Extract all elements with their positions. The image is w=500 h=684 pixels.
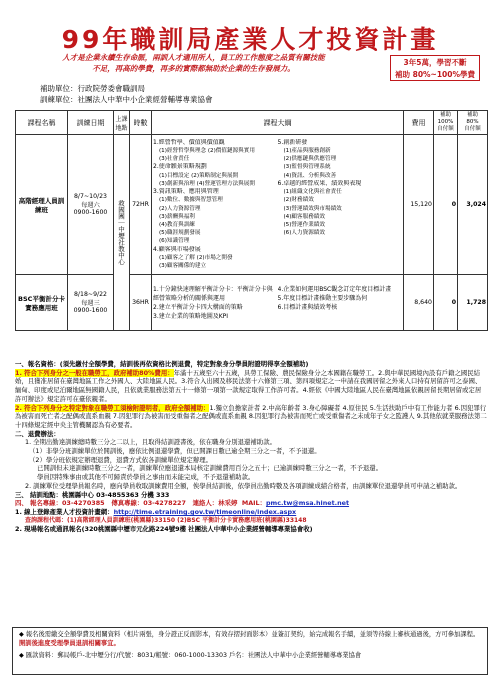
header-course: 課程名稱 [16, 111, 68, 135]
training-location: 三、 結訓地點：桃園縣中心 03-4855363 分機 333 [15, 490, 170, 499]
header-sub80: 補助 80% 自付額 [458, 111, 488, 135]
course-hours: 36HR [130, 275, 152, 331]
outline-item: (1)目標設定 (2)策略制定與展開 [159, 172, 239, 179]
table-row [16, 275, 488, 331]
refund-title: 二、退費辦法： [15, 429, 60, 438]
refund-line: 學員因特殊事由或其他不可歸責於學員之事由而未能完成，不予退還補助款。 [37, 473, 255, 482]
header-outline: 課程大綱 [152, 111, 404, 135]
outline-item: (1)經營哲學與理念 (2)價值鏈源與實用 [159, 148, 255, 155]
outline-item: (3)營運績效與市場績效 [283, 205, 342, 212]
table-row [16, 135, 488, 275]
footer-line-2: ◆ 匯款資料：郵局帳戶-北中壢分行/代號：8031/帳號：060-1000-13303 戶名：社團法人中華中小企業經營輔導專業協會 [19, 652, 362, 659]
course-name: BSC平衡計分卡實務應用班 [16, 275, 68, 331]
signup-online: 1. 線上登錄產業人才投資計畫網：http://time.etraining.gov.tw/timeonline/index.aspx [15, 507, 297, 516]
header-sub100: 補助 100% 自付額 [434, 111, 458, 135]
outline-item: (1)顧客之了解 (2)市場之開發 [159, 254, 233, 261]
outline-item: 5.年度目標計畫推動主要步驟為何 [277, 294, 368, 302]
outline-item: 5.創新研發 [277, 138, 308, 146]
outline-item: (4)資訊、分析與改善 [283, 172, 337, 179]
outline-item: (3)監督與管理系統 [283, 164, 331, 171]
table-header-row [16, 111, 488, 135]
outline-item: (4)教育與訓練 [159, 221, 195, 228]
outline-item: 3.建立企業的策略地圖及KPI [153, 312, 229, 320]
sponsor-line: 補助單位：行政院勞委會職訓局 [40, 84, 145, 93]
outline-item: 1.經營哲學、價值與價值觀 [153, 138, 225, 146]
eligibility-title: 一、報名資格：(須先繳付全額學費，結訓後再依資格比例退費，特定對象身分學員附證明得享全額補助) [15, 360, 309, 368]
course-fee: 15,120 [404, 135, 434, 275]
subsidy-badge: 3年5萬，學習不斷 補助 80%~100%學費 [390, 55, 480, 81]
outline-item: (1)產品與服務創新 [283, 148, 331, 155]
course-sub100: 0 [434, 135, 458, 275]
course-table [15, 110, 488, 331]
course-outline [152, 135, 404, 275]
refund-line: （2）學分班依規定辦理退費，退費方式依各訓練單位規定辦理。 [29, 455, 213, 464]
course-codes: 查詢課程代碼：(1)高階經理人員訓練班(桃園縣)33150 (2)BSC 平衡計分卡實務應用班(桃園縣)33148 [25, 516, 307, 524]
course-hours: 72HR [130, 135, 152, 275]
header-location: 上課地點 [114, 111, 130, 135]
header-dates: 訓練日期 [68, 111, 114, 135]
contact-line: 四、 報名專線：03-4270385 傳真專線：03-4278227 連絡人：林采婷 MAIL：pmc.tw@msa.hinet.net [15, 499, 350, 508]
outline-item: 3.資訊策略、應用與管理 [153, 188, 219, 196]
outline-item: (6)知識管理 [159, 238, 190, 245]
course-sub100: 0 [434, 275, 458, 331]
outline-item: (5)職涯規劃發展 [159, 230, 201, 237]
outline-item: 6.卓越的經營成果、績效與表現 [277, 179, 362, 187]
course-name: 高階經理人員訓練班 [16, 135, 68, 275]
outline-item: (4)顧客服務績效 [283, 213, 325, 220]
course-dates: 8/18~9/22 每週三 0900-1600 [68, 275, 114, 331]
course-dates: 8/7~10/23 每週六 0900-1600 [68, 135, 114, 275]
outline-item: (2)人力資源管理 [159, 205, 201, 212]
outline-item: (3)顧客關係的建立 [159, 262, 207, 269]
course-sub80: 3,024 [458, 135, 488, 275]
outline-item: (3)創新與治理 (4)營運管理方法與展開 [159, 180, 255, 187]
signup-onsite: 2. 現場報名或通訊報名(320桃園縣中壢市元化路224號9樓 社團法人中華中小企業經營輔導專業協會收) [15, 525, 313, 534]
outline-item: (2)供應鏈與供應管理 [283, 156, 337, 163]
outline-item: (6)人力資源績效 [283, 230, 325, 237]
header-hours: 時數 [130, 111, 152, 135]
outline-item: 2.建立平衡計分卡四大構面的策略 [153, 303, 243, 311]
refund-line: 已開訓但未達訓練時數三分之一者，訓練單位應退還本局核定訓練費用百分之五十；已逾訓練時數三分之一者，不予退還。 [37, 464, 383, 473]
notes-section [15, 360, 487, 534]
outline-item: 6.目標計畫與績效考核 [277, 303, 338, 311]
outline-item: 4.企業如何運用BSC觀念訂定年度目標計畫 [277, 285, 392, 293]
page-title: 99年職訓局產業人才投資計畫 [61, 25, 439, 54]
outline-item: 4.顧客與市場發展 [153, 245, 201, 253]
eligibility-item-2: 2. 符合下列身分之特定對象在職勞工須檢附證明者，政府全額補助：1.獨立負擔家計者 2.中高年齡者 3.身心障礙者 4.原住民 5.生活扶助戶中有工作能力者 6.因犯罪行為被害而死亡者之配偶或直系血親 7.因犯罪行為被害而受重傷者之配偶或直系血親 8.因犯罪行為被害而死亡或受重傷者之未成年子女之監護人 9.其他依就業服務法第二十四條規定經中央主管機關認為有必要者。 [15, 403, 487, 429]
course-location: 救國團｜中壢社教中心 [114, 135, 130, 331]
email-link[interactable]: pmc.tw@msa.hinet.net [265, 499, 350, 508]
refund-line: （1）非學分班訓練單位於開訓後，應依比例退還學費，但已開課日數已逾全期三分之一者，不予退還。 [29, 447, 321, 456]
outline-item: 2.使命願景策略規劃 [153, 163, 207, 171]
header-fee: 費用 [404, 111, 434, 135]
footer-notice [12, 627, 488, 675]
footer-line-1: ◆ 報名後需繳交全額學費及相關資料（相片兩張，身分證正反面影本，有效存摺封面影本）並簽訂契約，始完成報名手續，並須等待線上審核通過後，方可參加課程。開訓後進度受理學員退訓相關事宜。 [19, 631, 480, 647]
organizer-line: 訓練單位：社團法人中華中小企業經營輔導專業協會 [40, 95, 213, 104]
outline-item: (1)數位、數據與智慧管理 [159, 197, 223, 204]
signup-url-link[interactable]: http://time.etraining.gov.tw/timeonline/index.aspx [113, 507, 297, 516]
outline-item: (3)薪酬與福利 [159, 213, 195, 220]
outline-item: 1.十分鐘快速理解平衡計分卡：平衡計分卡與經營策略分析的關係與運用 [153, 285, 273, 302]
outline-item: (5)營運作業績效 [283, 221, 325, 228]
outline-item: (2)財務績效 [283, 197, 314, 204]
course-fee: 8,640 [404, 275, 434, 331]
course-outline [152, 275, 404, 331]
outline-item: (1)組織文化與社會責任 [283, 189, 342, 196]
refund-line: 2. 訓練單位受理學員報名時，應向學員收取訓練費用全額，俟學員結訓後，依學員出勤時數及各項訓練成績合格者，由訓練單位退還學員可申請之補助款。 [25, 481, 462, 490]
course-sub80: 1,728 [458, 275, 488, 331]
eligibility-item-1: 1. 符合下列身分之一般在職勞工，政府補助80%費用：年滿十五歲至六十五歲，具勞工保險、農民保險身分之本國籍在職勞工。2.與中華民國境內設有戶籍之國民結婚，且獲准居留在臺灣地區工作之外國人、大陸地區人民。3.符合入出國及移民法第十六條第三項、第四項規定之一申請在我國居留之外來人口持有居留許可之泰國、緬甸、印度或尼泊爾地區無國籍人民，且依就業服務法第五十一條第一項第一款規定取得工作許可者。4.經依《中國大陸地區人民在臺灣地區依親居留長期居留或定居許可辦法》規定許可在臺依親者。 [15, 368, 482, 403]
refund-line: 1. 全期出勤達訓練總時數三分之二以上，且取得結訓證書後，依在職身分別退還補助款。 [25, 438, 276, 447]
tagline: 人才是企業永續生存命脈，兩訓人才適用所人，員工的工作態度之品質有關技能 不足，再高的學費，再多的實際都無助於企業的生存發展力。 [62, 53, 325, 73]
outline-item: (3)社會責任 [159, 156, 190, 163]
